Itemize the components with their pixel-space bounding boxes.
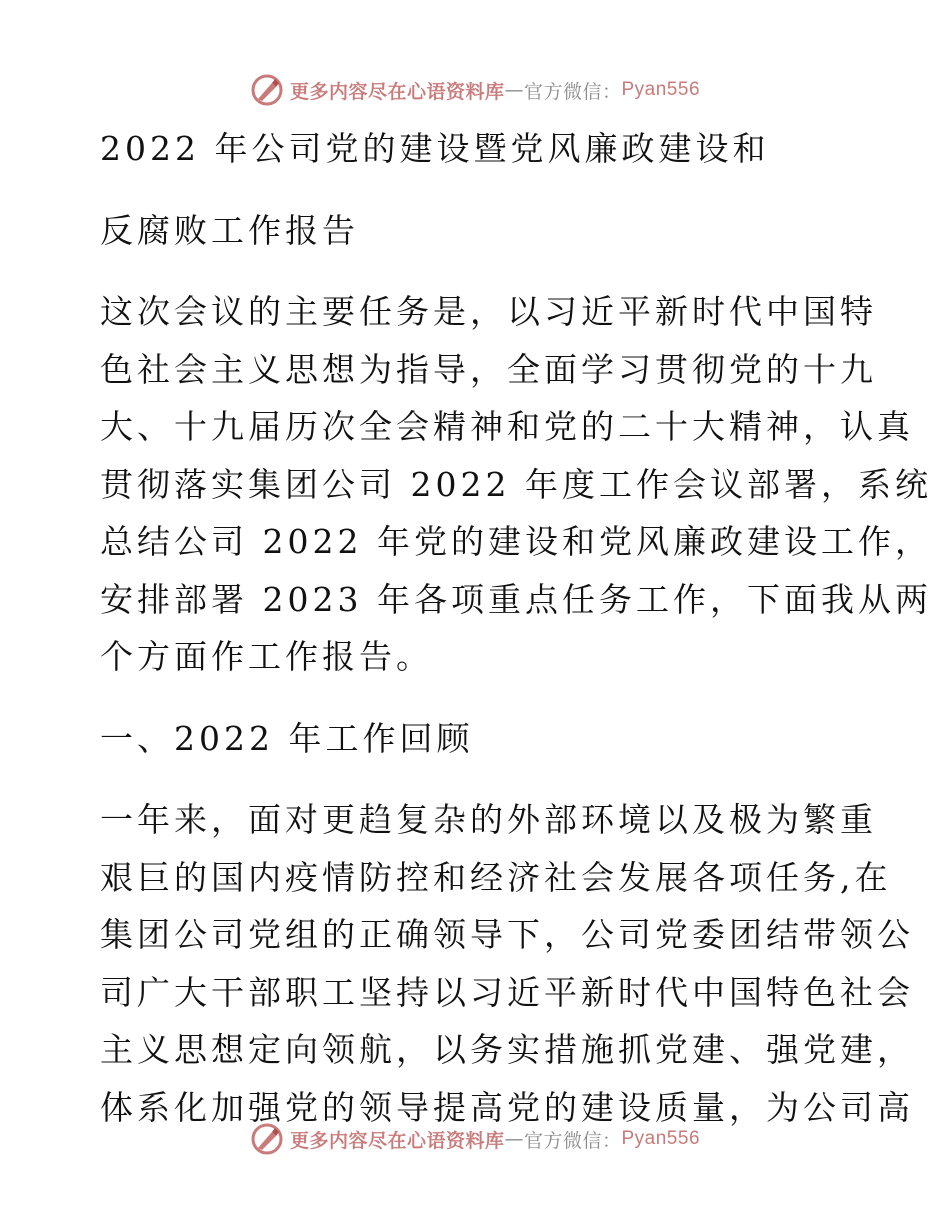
paragraph-line: 一年来，面对更趋复杂的外部环境以及极为繁重 — [100, 800, 877, 839]
document-body — [100, 120, 932, 1136]
title-line: 反腐败工作报告 — [100, 210, 359, 250]
paragraph-line: 司广大干部职工坚持以习近平新时代中国特色社会 — [100, 972, 914, 1012]
watermark-id: Pyan556 — [621, 79, 701, 100]
paragraph-line: 大、十九届历次全会精神和党的二十大精神，认真 — [100, 407, 914, 446]
body-paragraph — [100, 791, 914, 1136]
watermark-label: 官方微信： — [523, 80, 622, 103]
paragraph-line: 总结公司 2022 年党的建设和党风廉政建设工作， — [100, 522, 932, 561]
watermark-id: Pyan556 — [621, 1128, 701, 1149]
title-line: 2022 年公司党的建设暨党风廉政建设和 — [100, 129, 770, 168]
paragraph-line: 体系化加强党的领导提高党的建设质量，为公司高 — [100, 1087, 914, 1127]
pen-logo-icon — [250, 1122, 284, 1156]
watermark-header — [0, 70, 950, 110]
watermark-main-text: 更多内容尽在心语资料库 — [289, 1129, 505, 1152]
watermark-footer — [0, 1119, 950, 1159]
intro-paragraph — [100, 283, 932, 686]
watermark-separator: — — [504, 1128, 524, 1150]
paragraph-line: 集团公司党组的正确领导下，公司党委团结带领公 — [100, 915, 914, 954]
paragraph-line: 色社会主义思想为指导，全面学习贯彻党的十九 — [100, 349, 877, 389]
paragraph-line: 个方面作工作报告。 — [100, 637, 433, 676]
pen-logo-icon — [250, 73, 284, 107]
watermark-main-text: 更多内容尽在心语资料库 — [289, 80, 505, 103]
paragraph-line: 艰巨的国内疫情防控和经济社会发展各项任务,在 — [100, 857, 892, 897]
watermark-separator: — — [504, 79, 524, 101]
paragraph-line: 主义思想定向领航，以务实措施抓党建、强党建， — [100, 1030, 914, 1069]
paragraph-line: 安排部署 2023 年各项重点任务工作，下面我从两 — [100, 579, 932, 619]
paragraph-line: 贯彻落实集团公司 2022 年度工作会议部署，系统 — [100, 464, 932, 504]
section-heading: 一、2022 年工作回顾 — [100, 718, 474, 758]
watermark-label: 官方微信： — [523, 1129, 622, 1152]
paragraph-line: 这次会议的主要任务是，以习近平新时代中国特 — [100, 292, 877, 331]
